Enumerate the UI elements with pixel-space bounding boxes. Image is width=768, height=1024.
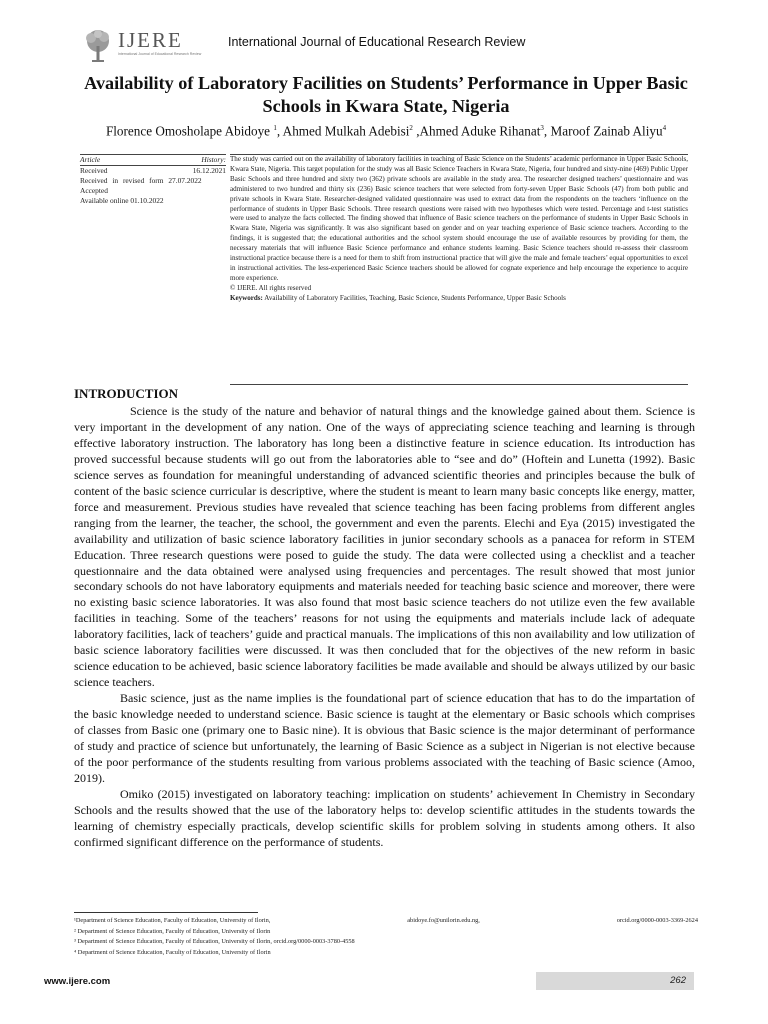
abstract-text: The study was carried out on the availability of laboratory facilities in teaching of Basic Science on the Students’ academic performance in Upper Basic Schools, Kwara State, Nigeria. This target population for the study was all Basic Science Teachers in Kwara State, Nigeria, four hundred and sixty-nine (469) Public Upper Basic Schools and three hundred and sixty two (362) private schools are available in the study area. The researcher designed teachers’ questionnaire and was administered to two hundred and thirty six (236) Basic science teachers that were selected from forty-seven Upper Basic Schools (47) from both public and private schools in Kwara State. Researcher-designed validated questionnaire was used to extract data from the respondents on the teachers ‘influence on the performance of students in Upper Basic Schools. Three research questions were raised with two hypotheses which were tested. Percentage and t-test statistics were used to analyze the facts collected. The finding showed that influence of Basic science teachers on the performance of students in Upper Basic Schools in Kwara State, Nigeria was significantly. It was also significant based on gender and on year teaching experience of Basic science teachers. According to the findings, it is suggested that; the educational authorities and the school system should encourage the use of available resources by providing for them, the necessary materials that will influence Basic Science performance and enhance students learning. Basic Science teachers should re-assess their classroom instructional practice because there is a need for them to shift from instructional practice that will give the male and female teachers’ equal opportunities to excel in instructional activities. The less-experienced Basic Science teachers should be allowed for cognate experience and help encourage the experience to acquire more experience. [230, 155, 688, 282]
author-1: Florence Omosholape Abidoye [105, 123, 274, 139]
online-row: Available online 01.10.2022 [80, 196, 164, 205]
footnote-4: ⁴ Department of Science Education, Faculty of Education, University of Ilorin [74, 948, 271, 956]
footnotes [74, 916, 698, 958]
paper-title: Availability of Laboratory Facilities on Students’ Performance in Upper Basic Schools in Kwara State, Nigeria [84, 73, 688, 116]
page-number: 262 [670, 975, 686, 986]
author-2: , Ahmed Mulkah Adebisi [276, 123, 410, 139]
author-2-affiliation: 2 [409, 124, 413, 132]
section-heading-introduction: INTRODUCTION [74, 386, 179, 401]
history-label: History: [201, 155, 226, 164]
revised-row: Received in revised form 27.07.2022 [80, 176, 202, 185]
author-3-affiliation: 3 [540, 124, 544, 132]
footer-website: www.ijere.com [44, 976, 111, 987]
footnote-1-affiliation: ¹Department of Science Education, Faculty of Education, University of Ilorin, [74, 917, 271, 924]
logo-text: IJERE [118, 28, 183, 52]
keywords [230, 294, 688, 304]
footnote-1-email: abidoye.fo@unilorin.edu.ng, [407, 917, 480, 924]
accepted-row: Accepted [80, 186, 108, 195]
keywords-label: Keywords: [230, 293, 263, 302]
footnote-1 [74, 916, 698, 927]
paragraph: Basic science, just as the name implies is the foundational part of science education that has to do the impartation of the basic knowledge needed to understand science. Basic science is taught at the elementary or Basic schools which comprises of classes from Basic one (primary one to Basic nine). It is obvious that Basic science is the major determinant of performance of study and practice of science but unfortunately, the learning of Basic Science as a subject in Nigerian is not elective because of the poor performance of the students resulting from various problems associated with the teaching of Basic science (Amoo, 2019). [74, 691, 695, 785]
journal-name: International Journal of Educational Research Review [228, 35, 526, 49]
received-date: 16.12.2021 [192, 166, 226, 175]
abstract-divider [230, 384, 688, 385]
received-label: Received [80, 166, 108, 175]
tree-icon [82, 28, 114, 64]
author-3: ,Ahmed Aduke Rihanat [412, 123, 541, 139]
footnote-divider [74, 912, 258, 913]
footnote-2: ² Department of Science Education, Faculty of Education, University of Ilorin [74, 927, 271, 935]
author-list [80, 120, 692, 139]
received-row [80, 166, 226, 176]
copyright: © IJERE. All rights reserved [230, 283, 312, 292]
journal-logo [82, 28, 202, 64]
footnote-3: ³ Department of Science Education, Faculty of Education, University of Ilorin, orcid.org/0000-0003-3780-4558 [74, 938, 355, 945]
paragraph: Science is the study of the nature and behavior of natural things and the knowledge gained about them. Science is very important in the development of any nation. One of the ways of appreciating science teaching and learning is through effective laboratory instruction. The laboratory has long been a distinctive feature in science education. Its introduction has proved successful because students will go out from the laboratories able to “see and do” (Hoftein and Lunetta (1992). Basic science serves as foundation for meaningful understanding of advanced scientific theories and principles because the bulk of content of the basic science curricular is descriptive, where the student is meant to learn many basic concepts like energy, matter, force and measurement. Previous studies have revealed that science teaching has been facing problems from different angles ranging from the learner, the teacher, the school, the government and even the parents. Elechi and Eya (2015) investigated the availability and utilization of basic science laboratory facilities in junior secondary schools as a panacea for reform in STEM Education. Three research questions were posed to guide the study. The data were collected using a checklist and a teacher questionnaire and the data obtained were analysed using frequencies and percentages. The result showed that most junior secondary schools do not have laboratory equipments and materials needed for teaching basic science and moreover, there were no existing basic science laboratories. It was also found that most basic science teachers do not utilize even the few available facilities in teaching. Some of the teachers’ reasons for not using the equipments and materials include lack of adequate laboratory facilities, lack of teachers’ guide and practical manuals. The implications of this non availability and low utilization of basic science laboratory facilities were discussed. It was then concluded that for the objectives of the new reform in basic science education to be achieved, basic science laboratory facilities be made available and should be always utilized by our basic science teachers. [74, 404, 695, 690]
logo-subtext: International Journal of Educational Research Review [118, 52, 202, 56]
article-label: Article [80, 155, 101, 164]
body-text [74, 404, 695, 851]
footnote-1-orcid: orcid.org/0000-0003-3369-2624 [616, 917, 698, 924]
abstract [230, 154, 688, 304]
author-1-affiliation: 1 [273, 124, 277, 132]
footer-page-bar [536, 972, 694, 990]
keywords-list: Availability of Laboratory Facilities, Teaching, Basic Science, Students Performance, Upper Basic Schools [262, 293, 566, 302]
article-info [80, 154, 226, 206]
author-4-affiliation: 4 [662, 124, 667, 132]
article-info-header [80, 155, 226, 166]
paragraph: Omiko (2015) investigated on laboratory teaching: implication on students’ achievement In Chemistry in Secondary Schools and the results showed that the use of the laboratory helps to: develop scientific attitudes in the students towards the learning of chemistry especially practicals, develop scientific skills for problem solving in students among others. It also confirmed significant difference on the performance of students. [74, 786, 695, 849]
author-4: , Maroof Zainab Aliyu [543, 123, 663, 139]
